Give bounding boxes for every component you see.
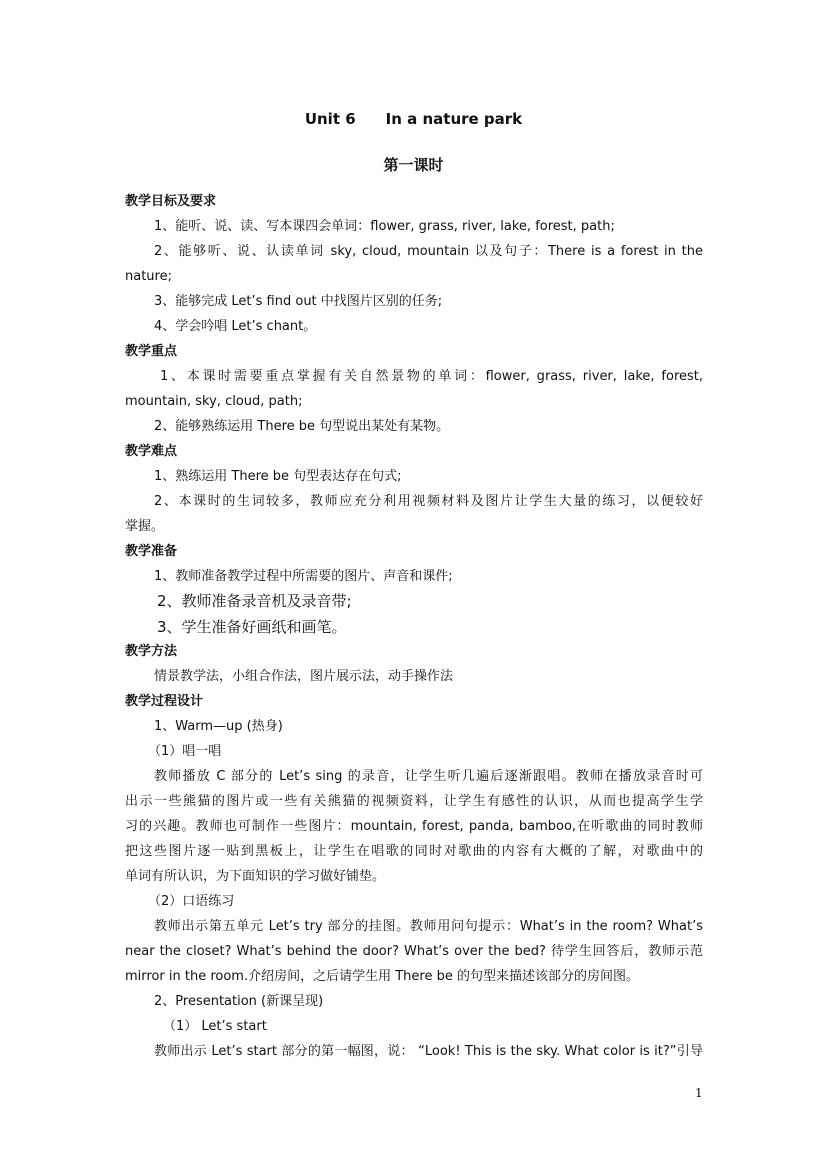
text-line: 教师出示 Let’s start 部分的第一幅图，说： “Look! This is the sky. What color is it?”引导 [154, 1044, 703, 1059]
section-heading-process: 教学过程设计 [125, 694, 204, 709]
section-heading-preparation: 教学准备 [125, 544, 178, 559]
text-line: 2、本课时的生词较多，教师应充分利用视频材料及图片让学生大量的练习，以便较好 [154, 494, 703, 509]
text-line: near the closet? What’s behind the door? What’s over the bed? 待学生回答后，教师示范 [125, 944, 703, 959]
text-line: （1）唱一唱 [148, 744, 222, 759]
page-number: 1 [695, 1086, 703, 1100]
text-line: 3、学生准备好画纸和画笔。 [157, 618, 347, 636]
text-line: 1、Warm—up (热身) [154, 719, 283, 734]
text-line: 把这些图片逐一贴到黑板上，让学生在唱歌的同时对歌曲的内容有大概的了解，对歌曲中的 [125, 844, 703, 859]
text-line: nature; [125, 269, 172, 284]
section-heading-methods: 教学方法 [125, 644, 178, 659]
lesson-subtitle: 第一课时 [383, 156, 444, 174]
text-line: 2、Presentation (新课呈现) [154, 994, 324, 1009]
text-line: 1、教师准备教学过程中所需要的图片、声音和课件; [154, 569, 453, 584]
text-line: 单词有所认识，为下面知识的学习做好铺垫。 [125, 869, 386, 884]
text-line: 4、学会吟唱 Let’s chant。 [154, 319, 317, 334]
text-line: 3、能够完成 Let’s find out 中找图片区别的任务; [154, 294, 443, 309]
text-line: 教师播放 C 部分的 Let’s sing 的录音，让学生听几遍后逐渐跟唱。教师在播放录音时可 [154, 769, 703, 784]
text-line: mountain, sky, cloud, path; [125, 394, 303, 409]
text-line: （1） Let’s start [163, 1019, 267, 1034]
text-line: 教师出示第五单元 Let’s try 部分的挂图。教师用问句提示：What’s in the room? What’s [154, 919, 703, 934]
text-line: 2、能够熟练运用 There be 句型说出某处有某物。 [154, 419, 450, 434]
text-line: 情景教学法，小组合作法，图片展示法，动手操作法 [154, 669, 454, 684]
text-line: 出示一些熊猫的图片或一些有关熊猫的视频资料，让学生有感性的认识，从而也提高学生学 [125, 794, 703, 809]
text-line: 掌握。 [125, 519, 165, 534]
text-line: （2）口语练习 [148, 894, 235, 909]
text-line: 1、本课时需要重点掌握有关自然景物的单词：flower, grass, river, lake, forest, [160, 369, 703, 384]
text-line: 1、熟练运用 There be 句型表达存在句式; [154, 469, 402, 484]
section-heading-objectives: 教学目标及要求 [125, 194, 217, 209]
text-line: 2、教师准备录音机及录音带; [157, 592, 352, 610]
page-title [0, 110, 827, 128]
text-line: 2、能够听、说、认读单词 sky, cloud, mountain 以及句子：There is a forest in the [154, 244, 703, 259]
text-line: mirror in the room.介绍房间，之后请学生用 There be 的句型来描述该部分的房间图。 [125, 969, 639, 984]
text-line: 1、能听、说、读、写本课四会单词：flower, grass, river, lake, forest, path; [154, 219, 615, 234]
text-line: 习的兴趣。教师也可制作一些图片：mountain, forest, panda, bamboo,在听歌曲的同时教师 [125, 819, 703, 834]
unit-number: Unit 6 [304, 110, 356, 128]
section-heading-key-points: 教学重点 [125, 344, 178, 359]
unit-name: In a nature park [385, 110, 523, 128]
section-heading-difficulties: 教学难点 [125, 444, 178, 459]
